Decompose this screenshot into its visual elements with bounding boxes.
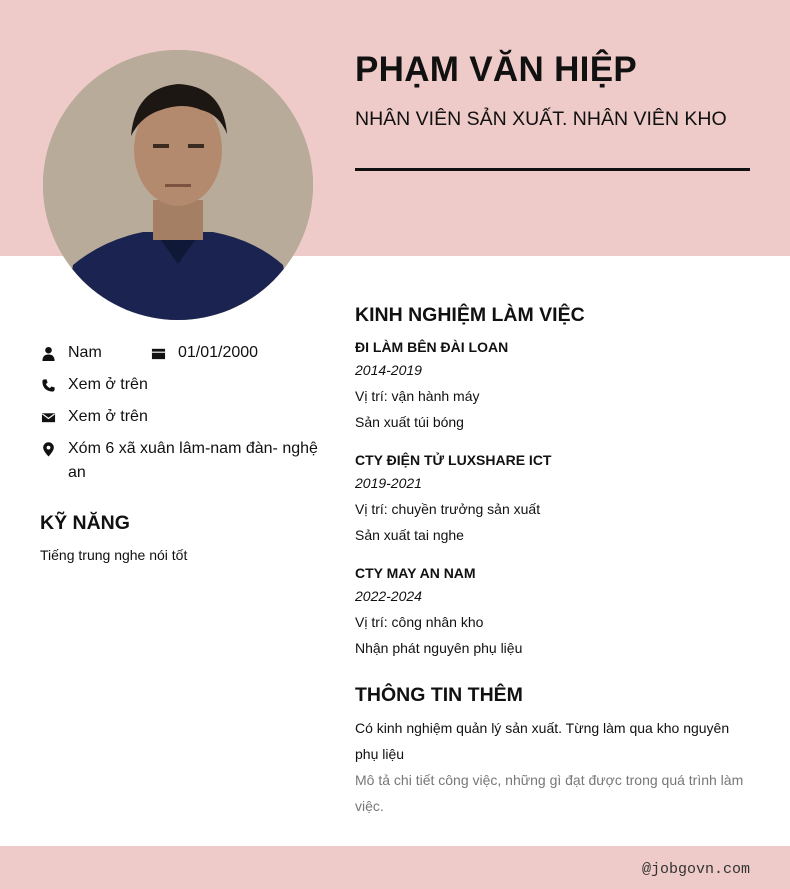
profile-photo [43,50,313,320]
dob-row [150,341,258,365]
exp-period: 2014-2019 [355,362,422,378]
exp-company: ĐI LÀM BÊN ĐÀI LOAN [355,339,509,355]
title-divider [355,168,750,171]
person-icon [40,341,56,365]
location-pin-icon [40,437,56,461]
skill-item: Tiếng trung nghe nói tốt [40,547,188,563]
email-value: Xem ở trên [68,408,148,425]
calendar-icon [150,341,166,365]
exp-position: Vị trí: công nhân kho [355,614,484,630]
gender-value: Nam [68,344,102,361]
additional-info-heading: THÔNG TIN THÊM [355,684,523,706]
dob-value: 01/01/2000 [178,344,259,361]
exp-description: Sản xuất tai nghe [355,527,464,543]
skills-heading: KỸ NĂNG [40,512,130,534]
phone-row [40,373,148,397]
address-value: Xóm 6 xã xuân lâm-nam đàn- nghệ an [68,440,318,481]
mail-icon [40,405,56,429]
experience-item [355,337,755,435]
phone-value: Xem ở trên [68,376,148,393]
exp-description: Nhận phát nguyên phụ liệu [355,640,523,656]
exp-position: Vị trí: chuyền trưởng sản xuất [355,501,541,517]
exp-position: Vị trí: vận hành máy [355,388,480,404]
exp-company: CTY MAY AN NAM [355,565,476,581]
experience-heading: KINH NGHIỆM LÀM VIỆC [355,304,585,326]
exp-period: 2022-2024 [355,588,422,604]
experience-item [355,450,755,548]
email-row [40,405,148,429]
address-row [40,437,320,485]
footer-brand: @jobgovn.com [641,861,750,878]
phone-icon [40,373,56,397]
exp-description: Sản xuất túi bóng [355,414,464,430]
gender-row [40,341,102,365]
additional-info-text: Có kinh nghiệm quản lý sản xuất. Từng làm qua kho nguyên phụ liệu [355,720,730,762]
exp-period: 2019-2021 [355,475,422,491]
candidate-role: NHÂN VIÊN SẢN XUẤT. NHÂN VIÊN KHO [355,108,727,130]
experience-item [355,563,755,661]
additional-info-hint: Mô tả chi tiết công việc, những gì đạt được trong quá trình làm việc. [355,772,744,814]
candidate-name: PHẠM VĂN HIỆP [355,50,637,89]
exp-company: CTY ĐIỆN TỬ LUXSHARE ICT [355,452,552,468]
additional-info [355,715,755,819]
